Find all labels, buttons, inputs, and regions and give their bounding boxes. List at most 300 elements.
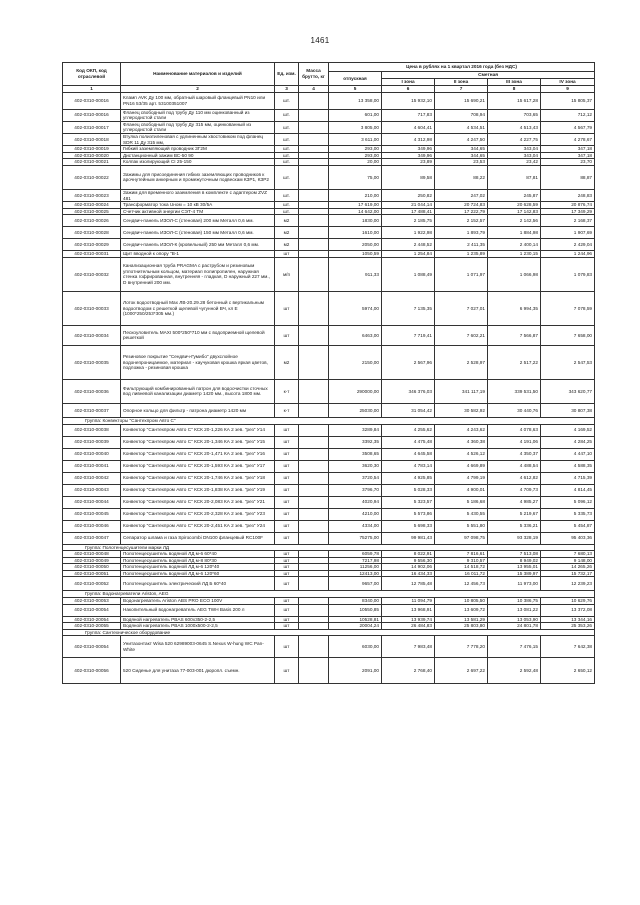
item-code: 402-0310-00025 bbox=[63, 208, 121, 215]
item-mass bbox=[299, 215, 329, 227]
item-unit: шт bbox=[275, 291, 299, 325]
zone-1-price: 717,83 bbox=[382, 109, 435, 121]
zone-4-price: 1 907,69 bbox=[541, 227, 595, 239]
zone-1-price: 5 698,33 bbox=[382, 520, 435, 532]
zone-4-price: 2 168,37 bbox=[541, 215, 595, 227]
item-name: Трансформатор тока Uном = 10 кВ 30/5А bbox=[121, 202, 275, 209]
item-code: 402-0310-00024 bbox=[63, 202, 121, 209]
release-price: 3620,30 bbox=[329, 460, 382, 472]
item-unit: шт. bbox=[275, 152, 299, 159]
item-name: Полотенцесушитель электрический ЛД Б 60*40 bbox=[121, 577, 275, 591]
zone-4-price: 9 148,00 bbox=[541, 557, 595, 564]
item-unit: шт bbox=[275, 598, 299, 605]
item-name: Водяной нагреватель PBAS 1000x500-2-2,5 bbox=[121, 623, 275, 630]
table-row bbox=[63, 496, 595, 508]
zone-2-price: 1 235,89 bbox=[435, 251, 488, 258]
zone-4-price: 4 278,67 bbox=[541, 133, 595, 145]
zone-3-price: 1 884,98 bbox=[488, 227, 541, 239]
zone-1-price: 13 939,74 bbox=[382, 616, 435, 623]
item-unit: шт bbox=[275, 551, 299, 558]
zone-4-price: 5 454,87 bbox=[541, 520, 595, 532]
item-code: 402-0310-00031 bbox=[63, 251, 121, 258]
zone-3-price: 15 389,97 bbox=[488, 570, 541, 577]
item-unit: шт bbox=[275, 520, 299, 532]
zone-3-price: 10 386,75 bbox=[488, 598, 541, 605]
zone-1-price: 26 484,83 bbox=[382, 623, 435, 630]
zone-4-price: 7 658,00 bbox=[541, 325, 595, 345]
item-unit: шт. bbox=[275, 109, 299, 121]
zone-1-price: 17 488,41 bbox=[382, 208, 435, 215]
group-label: Группа: Конвекторы "Сантехпром Авто С" bbox=[63, 417, 595, 424]
zone-1-price: 4 645,58 bbox=[382, 448, 435, 460]
item-name: Зажимы для присоединения гибких заземляющих проводников к арочнутейным анкерным и промежуточным подвескам КЗР1, КЗР2 bbox=[121, 165, 275, 189]
item-name: Конвектор "Сантехпром Авто С" КСК 20-2,083 КА 2 зев. "рез" У21 bbox=[121, 496, 275, 508]
zone-4-price: 347,18 bbox=[541, 152, 595, 159]
release-price: 10528,81 bbox=[329, 616, 382, 623]
zone-1-price: 349,96 bbox=[382, 146, 435, 153]
release-price: 3392,35 bbox=[329, 436, 382, 448]
zone-2-price: 4 247,50 bbox=[435, 133, 488, 145]
zone-4-price: 4 284,25 bbox=[541, 436, 595, 448]
item-mass bbox=[299, 227, 329, 239]
zone-2-price: 247,02 bbox=[435, 189, 488, 201]
zone-4-price: 4 447,10 bbox=[541, 448, 595, 460]
zone-3-price: 23,42 bbox=[488, 159, 541, 166]
item-mass bbox=[299, 291, 329, 325]
table-row bbox=[63, 557, 595, 564]
item-code: 402-0310-00036 bbox=[63, 379, 121, 403]
item-unit: м/п bbox=[275, 257, 299, 291]
item-unit: шт bbox=[275, 251, 299, 258]
table-row bbox=[63, 345, 595, 379]
item-code: 402-0310-00038 bbox=[63, 424, 121, 436]
zone-1-price: 5 573,86 bbox=[382, 508, 435, 520]
zone-1-price: 2 768,40 bbox=[382, 658, 435, 684]
item-mass bbox=[299, 564, 329, 571]
zone-4-price: 248,83 bbox=[541, 189, 595, 201]
item-name: Конвектор "Сантехпром Авто С" КСК 20-2,328 КА 2 зев. "рез" У23 bbox=[121, 508, 275, 520]
zone-1-price: 250,82 bbox=[382, 189, 435, 201]
zone-1-price: 7 983,48 bbox=[382, 636, 435, 658]
table-row bbox=[63, 109, 595, 121]
item-code: 402-0310-00017 bbox=[63, 121, 121, 133]
table-row bbox=[63, 257, 595, 291]
zone-4-price: 20 876,74 bbox=[541, 202, 595, 209]
item-unit: шт. bbox=[275, 202, 299, 209]
zone-3-price: 4 078,63 bbox=[488, 424, 541, 436]
zone-2-price: 7 602,21 bbox=[435, 325, 488, 345]
zone-3-price: 17 142,83 bbox=[488, 208, 541, 215]
release-price: 75,00 bbox=[329, 165, 382, 189]
item-mass bbox=[299, 616, 329, 623]
item-mass bbox=[299, 325, 329, 345]
item-code: 402-0310-00045 bbox=[63, 508, 121, 520]
zone-1-price: 4 925,85 bbox=[382, 472, 435, 484]
table-row bbox=[63, 424, 595, 436]
zone-1-price: 1 088,49 bbox=[382, 257, 435, 291]
item-mass bbox=[299, 570, 329, 577]
item-mass bbox=[299, 658, 329, 684]
zone-2-price: 5 186,68 bbox=[435, 496, 488, 508]
item-name: Полотенцесушитель водяной ЛД м-8 80*30 bbox=[121, 557, 275, 564]
zone-3-price: 13 081,22 bbox=[488, 604, 541, 616]
item-unit: м2 bbox=[275, 215, 299, 227]
table-row bbox=[63, 208, 595, 215]
item-mass bbox=[299, 577, 329, 591]
page-number: 1461 bbox=[310, 36, 330, 45]
item-mass bbox=[299, 424, 329, 436]
item-unit: шт bbox=[275, 496, 299, 508]
zone-2-price: 4 360,38 bbox=[435, 436, 488, 448]
zone-4-price: 25 353,26 bbox=[541, 623, 595, 630]
release-price: 5974,00 bbox=[329, 291, 382, 325]
release-price: 293,00 bbox=[329, 146, 382, 153]
release-price: 11256,00 bbox=[329, 564, 382, 571]
table-row bbox=[63, 121, 595, 133]
release-price: 8340,00 bbox=[329, 598, 382, 605]
zone-2-price: 4 243,62 bbox=[435, 424, 488, 436]
item-code: 402-0310-00020 bbox=[63, 152, 121, 159]
item-unit: шт bbox=[275, 460, 299, 472]
group-row bbox=[63, 544, 595, 551]
zone-2-price: 4 900,01 bbox=[435, 484, 488, 496]
zone-1-price: 346 376,03 bbox=[382, 379, 435, 403]
item-name: Втулка полиэтиленовая с удлиненным хвостовиком под фланец SDR 11 Ду 315 мм, bbox=[121, 133, 275, 145]
zone-2-price: 341 117,19 bbox=[435, 379, 488, 403]
zone-1-price: 4 312,98 bbox=[382, 133, 435, 145]
item-mass bbox=[299, 146, 329, 153]
zone-3-price: 87,81 bbox=[488, 165, 541, 189]
item-code: 402-0310-00053 bbox=[63, 598, 121, 605]
zone-3-price: 7 476,15 bbox=[488, 636, 541, 658]
zone-2-price: 2 152,57 bbox=[435, 215, 488, 227]
release-price: 3720,54 bbox=[329, 472, 382, 484]
table-row bbox=[63, 460, 595, 472]
zone-1-price: 23,89 bbox=[382, 159, 435, 166]
zone-2-price: 13 581,29 bbox=[435, 616, 488, 623]
header-price-group: Цена в рублях на 1 квартал 2016 года (без НДС) bbox=[329, 63, 595, 72]
item-unit: шт bbox=[275, 532, 299, 544]
item-mass bbox=[299, 239, 329, 251]
zone-3-price: 4 612,82 bbox=[488, 472, 541, 484]
zone-4-price: 1 244,96 bbox=[541, 251, 595, 258]
item-name: Конвектор "Сантехпром Авто С" КСК 20-1,746 КА 2 зев. "рез" У18 bbox=[121, 472, 275, 484]
zone-2-price: 14 518,72 bbox=[435, 564, 488, 571]
group-label: Группа: Полотенцесушители марки ЛД bbox=[63, 544, 595, 551]
zone-3-price: 343,04 bbox=[488, 152, 541, 159]
item-unit: шт bbox=[275, 448, 299, 460]
zone-4-price: 13 372,08 bbox=[541, 604, 595, 616]
item-code: 402-0310-00051 bbox=[63, 570, 121, 577]
item-unit: шт bbox=[275, 604, 299, 616]
zone-4-price: 4 567,79 bbox=[541, 121, 595, 133]
release-price: 4020,94 bbox=[329, 496, 382, 508]
zone-3-price: 2 142,56 bbox=[488, 215, 541, 227]
item-name: Накопительный водонагреватель AEG TWH Basis 200 л bbox=[121, 604, 275, 616]
release-price: 12413,00 bbox=[329, 570, 382, 577]
item-code: 402-0310-00049 bbox=[63, 557, 121, 564]
zone-1-price: 7 719,41 bbox=[382, 325, 435, 345]
item-code: 402-0310-00034 bbox=[63, 325, 121, 345]
table-row bbox=[63, 189, 595, 201]
zone-1-price: 4 604,41 bbox=[382, 121, 435, 133]
release-price: 75275,00 bbox=[329, 532, 382, 544]
item-code: 402-0310-00043 bbox=[63, 484, 121, 496]
release-price: 210,00 bbox=[329, 189, 382, 201]
zone-3-price: 24 801,78 bbox=[488, 623, 541, 630]
item-mass bbox=[299, 189, 329, 201]
release-price: 6463,00 bbox=[329, 325, 382, 345]
item-name: Полотенцесушитель водяной ЛД м-6 60*40 bbox=[121, 551, 275, 558]
zone-1-price: 21 044,14 bbox=[382, 202, 435, 209]
zone-2-price: 9 310,57 bbox=[435, 557, 488, 564]
header-release: отпускная bbox=[329, 72, 382, 86]
item-mass bbox=[299, 496, 329, 508]
zone-2-price: 15 690,21 bbox=[435, 92, 488, 109]
item-mass bbox=[299, 159, 329, 166]
item-name: Канализационная труба PRAGMA с раструбом и резиновым уплотнительным кольцом, материал полипропилен, наружная стенка гофрированная, внутренняя - гладкая, D наружный 227 мм., D внутренний 200 мм. bbox=[121, 257, 275, 291]
item-unit: шт bbox=[275, 508, 299, 520]
item-code: 402-0310-00047 bbox=[63, 532, 121, 544]
zone-4-price: 712,12 bbox=[541, 109, 595, 121]
item-unit: шт bbox=[275, 325, 299, 345]
table-row bbox=[63, 436, 595, 448]
item-unit: шт bbox=[275, 424, 299, 436]
item-unit: шт bbox=[275, 472, 299, 484]
table-row bbox=[63, 146, 595, 153]
item-mass bbox=[299, 379, 329, 403]
column-number: 9 bbox=[541, 86, 595, 93]
price-table bbox=[62, 62, 595, 684]
zone-2-price: 7 027,01 bbox=[435, 291, 488, 325]
item-code: 402-0310-00035 bbox=[63, 345, 121, 379]
zone-3-price: 4 513,43 bbox=[488, 121, 541, 133]
item-code: 402-0310-00033 bbox=[63, 291, 121, 325]
item-code: 402-0310-00026 bbox=[63, 215, 121, 227]
zone-2-price: 97 098,75 bbox=[435, 532, 488, 544]
release-price: 911,33 bbox=[329, 257, 382, 291]
table-row bbox=[63, 520, 595, 532]
zone-3-price: 4 191,06 bbox=[488, 436, 541, 448]
item-name: Конвектор "Сантехпром Авто С" КСК 20-1,838 КА 2 зев. "рез" У19 bbox=[121, 484, 275, 496]
zone-2-price: 30 582,92 bbox=[435, 403, 488, 417]
item-name: Колпак изолирующий CI 25-150 bbox=[121, 159, 275, 166]
table-row bbox=[63, 133, 595, 145]
zone-3-price: 4 709,73 bbox=[488, 484, 541, 496]
item-name: Опорное кольцо для фильтр - патрона диаметр 1420 мм bbox=[121, 403, 275, 417]
zone-3-price: 245,87 bbox=[488, 189, 541, 201]
item-name: Гибкий заземляющий проводник ЗГ2М bbox=[121, 146, 275, 153]
item-mass bbox=[299, 436, 329, 448]
zone-3-price: 4 488,54 bbox=[488, 460, 541, 472]
item-unit: к-т bbox=[275, 379, 299, 403]
item-unit: м2 bbox=[275, 239, 299, 251]
item-mass bbox=[299, 251, 329, 258]
zone-4-price: 7 078,59 bbox=[541, 291, 595, 325]
item-code: 402-0310-00023 bbox=[63, 189, 121, 201]
table-row bbox=[63, 448, 595, 460]
column-number: 5 bbox=[329, 86, 382, 93]
zone-2-price: 4 799,19 bbox=[435, 472, 488, 484]
zone-4-price: 7 680,13 bbox=[541, 551, 595, 558]
zone-2-price: 344,65 bbox=[435, 152, 488, 159]
table-row bbox=[63, 623, 595, 630]
zone-1-price: 7 135,35 bbox=[382, 291, 435, 325]
zone-4-price: 12 239,23 bbox=[541, 577, 595, 591]
table-row bbox=[63, 551, 595, 558]
item-unit: шт. bbox=[275, 208, 299, 215]
item-unit: шт bbox=[275, 636, 299, 658]
zone-3-price: 11 973,00 bbox=[488, 577, 541, 591]
zone-2-price: 4 526,12 bbox=[435, 448, 488, 460]
item-mass bbox=[299, 557, 329, 564]
table-row bbox=[63, 570, 595, 577]
zone-3-price: 703,65 bbox=[488, 109, 541, 121]
zone-1-price: 8 022,91 bbox=[382, 551, 435, 558]
release-price: 17 619,00 bbox=[329, 202, 382, 209]
item-mass bbox=[299, 604, 329, 616]
zone-4-price: 15 805,37 bbox=[541, 92, 595, 109]
item-name: Полотенцесушитель водяной ЛД м-6 120*40 bbox=[121, 564, 275, 571]
release-price: 6059,78 bbox=[329, 551, 382, 558]
zone-4-price: 343 620,77 bbox=[541, 379, 595, 403]
item-unit: шт. bbox=[275, 121, 299, 133]
table-row bbox=[63, 532, 595, 544]
zone-2-price: 5 551,80 bbox=[435, 520, 488, 532]
zone-2-price: 4 669,89 bbox=[435, 460, 488, 472]
item-name: Пескоуловитель MAXI 500*250*710 мм с водоприемной щелевой решеткой bbox=[121, 325, 275, 345]
table-row bbox=[63, 291, 595, 325]
release-price: 6030,00 bbox=[329, 636, 382, 658]
zone-2-price: 2 697,22 bbox=[435, 658, 488, 684]
zone-4-price: 4 588,35 bbox=[541, 460, 595, 472]
item-name: Полотенцесушитель водяной ЛД м-6 120*60 bbox=[121, 570, 275, 577]
zone-2-price: 88,22 bbox=[435, 165, 488, 189]
item-unit: к-т bbox=[275, 403, 299, 417]
item-name: Водяной нагреватель PBAS 600x350-2-2,5 bbox=[121, 616, 275, 623]
table-row bbox=[63, 472, 595, 484]
release-price: 293,00 bbox=[329, 152, 382, 159]
item-unit: шт bbox=[275, 577, 299, 591]
release-price: 4334,00 bbox=[329, 520, 382, 532]
zone-1-price: 16 434,33 bbox=[382, 570, 435, 577]
column-number: 7 bbox=[435, 86, 488, 93]
zone-3-price: 2 592,48 bbox=[488, 658, 541, 684]
item-code: 402-0310-00056 bbox=[63, 658, 121, 684]
zone-4-price: 2 650,12 bbox=[541, 658, 595, 684]
item-code: 402-0310-00022 bbox=[63, 165, 121, 189]
column-number: 6 bbox=[382, 86, 435, 93]
item-code: 402-0310-00021 bbox=[63, 159, 121, 166]
table-row bbox=[63, 202, 595, 209]
zone-1-price: 2 185,75 bbox=[382, 215, 435, 227]
zone-4-price: 13 344,16 bbox=[541, 616, 595, 623]
zone-4-price: 2 429,04 bbox=[541, 239, 595, 251]
zone-2-price: 1 071,97 bbox=[435, 257, 488, 291]
zone-1-price: 9 556,30 bbox=[382, 557, 435, 564]
item-unit: м2 bbox=[275, 345, 299, 379]
item-name: Сепаратор шлама и газа Spirocombi DN100 фланцевый RC100F bbox=[121, 532, 275, 544]
item-name: Сендвич-панель ИЗОЛ-С (стеновая) 150 мм Металл 0,6 мм. bbox=[121, 227, 275, 239]
item-name: Лоток водоотводный Max ЛВ-20.29.28 бетонный с вертикальным водоотводом с решеткой щелевой чугунной ВЧ, кл Е (1000*250/253*305 мм.) bbox=[121, 291, 275, 325]
release-price: 2091,00 bbox=[329, 658, 382, 684]
zone-3-price: 1 230,15 bbox=[488, 251, 541, 258]
table-row bbox=[63, 598, 595, 605]
zone-3-price: 1 066,98 bbox=[488, 257, 541, 291]
item-mass bbox=[299, 623, 329, 630]
item-name: Конвектор "Сантехпром Авто С" КСК 20-1,593 КА 2 зев. "рез" У17 bbox=[121, 460, 275, 472]
zone-2-price: 17 222,79 bbox=[435, 208, 488, 215]
zone-4-price: 4 169,52 bbox=[541, 424, 595, 436]
release-price: 3508,65 bbox=[329, 448, 382, 460]
header-zone-3: III зона bbox=[488, 79, 541, 86]
item-mass bbox=[299, 133, 329, 145]
zone-1-price: 13 968,91 bbox=[382, 604, 435, 616]
table-row bbox=[63, 152, 595, 159]
column-number: 2 bbox=[121, 86, 275, 93]
item-mass bbox=[299, 165, 329, 189]
zone-3-price: 4 350,37 bbox=[488, 448, 541, 460]
zone-4-price: 5 335,73 bbox=[541, 508, 595, 520]
release-price: 3 611,00 bbox=[329, 133, 382, 145]
item-name: Фланец свободный под трубу Ду 110 мм оцинкованный из углеродистой стали bbox=[121, 109, 275, 121]
item-code: 402-0310-00050 bbox=[63, 564, 121, 571]
zone-4-price: 7 642,38 bbox=[541, 636, 595, 658]
header-unit: Ед. изм. bbox=[275, 63, 299, 86]
item-mass bbox=[299, 448, 329, 460]
item-name: 520 Сиденье для унитаза 77-003-001 дюропл. съемн. bbox=[121, 658, 275, 684]
column-number: 1 bbox=[63, 86, 121, 93]
header-zone-1: I зона bbox=[382, 79, 435, 86]
group-row bbox=[63, 417, 595, 424]
item-mass bbox=[299, 460, 329, 472]
item-mass bbox=[299, 202, 329, 209]
zone-4-price: 30 807,38 bbox=[541, 403, 595, 417]
zone-2-price: 20 724,83 bbox=[435, 202, 488, 209]
release-price: 3796,70 bbox=[329, 484, 382, 496]
item-mass bbox=[299, 257, 329, 291]
zone-2-price: 2 528,97 bbox=[435, 345, 488, 379]
header-zone-2: II зона bbox=[435, 79, 488, 86]
release-price: 1050,59 bbox=[329, 251, 382, 258]
item-name: Конвектор "Сантехпром Авто С" КСК 20-1,471 КА 2 зев. "рез" У16 bbox=[121, 448, 275, 460]
zone-3-price: 4 985,27 bbox=[488, 496, 541, 508]
zone-1-price: 2 448,52 bbox=[382, 239, 435, 251]
item-code: 402-0310-00039 bbox=[63, 436, 121, 448]
zone-4-price: 17 349,29 bbox=[541, 208, 595, 215]
header-code: Код ОКП, код отраслевой bbox=[63, 63, 121, 86]
item-name: Сендвич-панель ИЗОЛ-К (кровельный) 250 мм Металл 0,6 мм. bbox=[121, 239, 275, 251]
zone-4-price: 23,70 bbox=[541, 159, 595, 166]
item-code: 402-0310-00016 bbox=[63, 109, 121, 121]
zone-1-price: 89,58 bbox=[382, 165, 435, 189]
zone-1-price: 349,96 bbox=[382, 152, 435, 159]
item-unit: шт bbox=[275, 623, 299, 630]
zone-1-price: 1 254,84 bbox=[382, 251, 435, 258]
zone-4-price: 95 403,36 bbox=[541, 532, 595, 544]
release-price: 290000,00 bbox=[329, 379, 382, 403]
zone-2-price: 13 609,72 bbox=[435, 604, 488, 616]
zone-2-price: 5 430,55 bbox=[435, 508, 488, 520]
table-row bbox=[63, 403, 595, 417]
zone-2-price: 4 534,51 bbox=[435, 121, 488, 133]
release-price: 1830,00 bbox=[329, 215, 382, 227]
release-price: 1610,00 bbox=[329, 227, 382, 239]
zone-3-price: 7 566,87 bbox=[488, 325, 541, 345]
zone-3-price: 93 328,19 bbox=[488, 532, 541, 544]
group-label: Группа: Водонагреватели Ariston, AEG bbox=[63, 591, 595, 598]
zone-2-price: 2 411,35 bbox=[435, 239, 488, 251]
